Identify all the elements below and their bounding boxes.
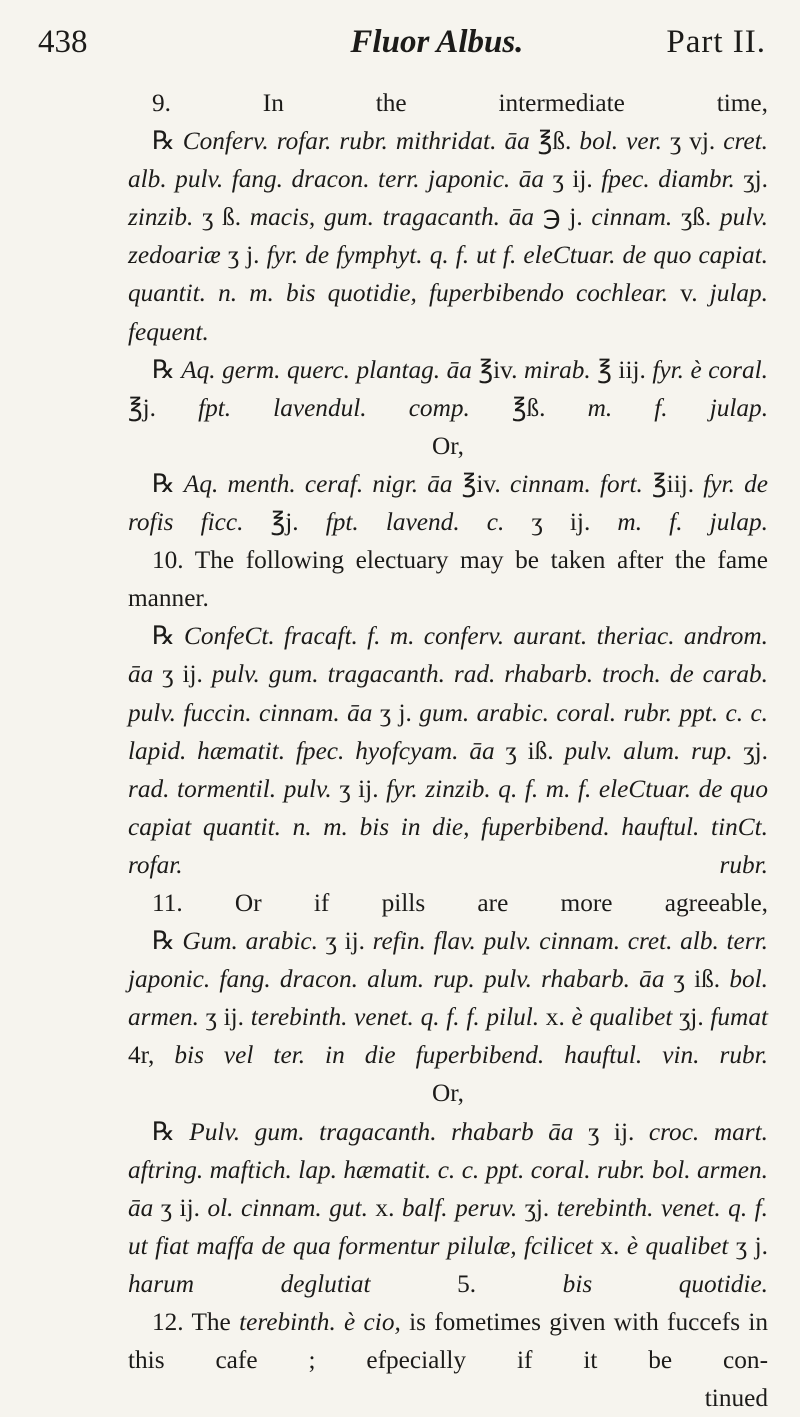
paragraph: tinued: [704, 1384, 768, 1413]
paragraph: 10. The following electuary may be taken after the fame manner.: [128, 546, 768, 613]
page-number: 438: [38, 24, 88, 60]
paragraph: ℞ ConfeCt. fracaft. f. m. conferv. aurant. theriac. androm. āa ʒ ij. pulv. gum. tragacanth. rad. rhabarb. troch. de carab. pulv. fuccin. cinnam. āa ʒ j. gum. arabic. coral. rubr. ppt. c. c. lapid. hæmatit. fpec. hyofcyam. āa ʒ iß. pulv. alum. rup. ʒj. rad. tormentil. pulv. ʒ ij. fyr. zinzib. q. f. m. f. eleCtuar. de quo capiat quantit. n. m. bis in die, fuperbibend. hauftul. tinCt. rofar. rubr.: [128, 622, 769, 879]
paragraph: 9. In the intermediate time,: [152, 89, 768, 117]
paragraph: Or,: [431, 431, 464, 460]
running-header: [38, 24, 766, 76]
paragraph: Or,: [431, 1079, 464, 1108]
running-title: Fluor Albus.: [350, 24, 524, 60]
part-label: Part II.: [666, 24, 766, 60]
paragraph: ℞ Gum. arabic. ʒ ij. refin. flav. pulv. cinnam. cret. alb. terr. japonic. fang. dracon. alum. rup. pulv. rhabarb. āa ʒ iß. bol. armen. ʒ ij. terebinth. venet. q. f. f. pilul. x. è qualibet ʒj. fumat 4r, bis vel ter. in die fuperbibend. hauftul. vin. rubr.: [128, 927, 768, 1070]
page-body: [128, 84, 768, 1417]
paragraph: ℞ Aq. menth. ceraf. nigr. āa ℥iv. cinnam. fort. ℥iij. fyr. de rofis ficc. ℥j. fpt. lavend. c. ʒ ij. m. f. julap.: [128, 469, 768, 537]
paragraph: 11. Or if pills are more agreeable,: [152, 888, 768, 917]
paragraph: ℞ Aq. germ. querc. plantag. āa ℥iv. mirab. ℥ iij. fyr. è coral. ℥j. fpt. lavendul. comp. ℥ß. m. f. julap.: [128, 355, 769, 422]
paragraph: 12. The terebinth. è cio, is fometimes given with fuccefs in this cafe ; efpecially if it be con-: [128, 1308, 768, 1375]
paragraph: ℞ Conferv. rofar. rubr. mithridat. āa ℥ß. bol. ver. ʒ vj. cret. alb. pulv. fang. dracon. terr. japonic. āa ʒ ij. fpec. diambr. ʒj. zinzib. ʒ ß. macis, gum. tragacanth. āa ℈ j. cinnam. ʒß. pulv. zedoariæ ʒ j. fyr. de fymphyt. q. f. ut f. eleCtuar. de quo capiat. quantit. n. m. bis quotidie, fuperbibendo cochlear. v. julap. fequent.: [128, 127, 769, 346]
paragraph: ℞ Pulv. gum. tragacanth. rhabarb āa ʒ ij. croc. mart. aftring. maftich. lap. hæmatit. c. c. ppt. coral. rubr. bol. armen. āa ʒ ij. ol. cinnam. gut. x. balf. peruv. ʒj. terebinth. venet. q. f. ut fiat maffa de qua formentur pilulæ, fcilicet x. è qualibet ʒ j. harum deglutiat 5. bis quotidie.: [128, 1117, 769, 1298]
